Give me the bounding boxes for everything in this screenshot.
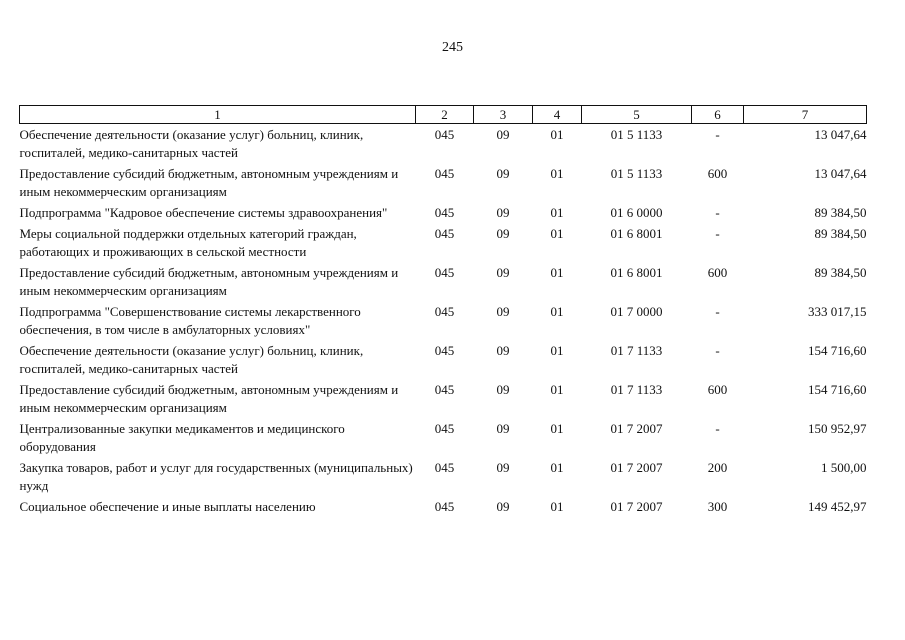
row-amount: 89 384,50 [814, 265, 867, 280]
table-row [20, 379, 867, 418]
row-name: Подпрограмма "Кадровое обеспечение системы здравоохранения" [19, 205, 388, 220]
table-body [20, 124, 867, 518]
header-row [20, 106, 867, 124]
row-target-article: 01 7 1133 [610, 343, 663, 358]
row-expense-type: 600 [707, 382, 728, 397]
row-target-article: 01 7 0000 [610, 304, 663, 319]
row-gr-code: 045 [434, 343, 455, 358]
table-row [20, 124, 867, 164]
row-expense-type: - [715, 304, 720, 319]
row-gr-code: 045 [434, 499, 455, 514]
row-amount: 13 047,64 [814, 127, 867, 142]
row-expense-type: 600 [707, 265, 728, 280]
row-gr-code: 045 [434, 127, 455, 142]
row-expense-type: 300 [707, 499, 728, 514]
row-subsection: 01 [550, 421, 564, 436]
row-subsection: 01 [550, 205, 564, 220]
row-section: 09 [496, 265, 510, 280]
row-target-article: 01 5 1133 [610, 166, 663, 181]
row-amount: 154 716,60 [808, 343, 867, 358]
header-cell: 6 [692, 106, 744, 124]
header-cell: 4 [533, 106, 582, 124]
row-subsection: 01 [550, 265, 564, 280]
row-subsection: 01 [550, 226, 564, 241]
row-section: 09 [496, 226, 510, 241]
table-row [20, 262, 867, 301]
row-target-article: 01 7 2007 [610, 460, 663, 475]
table-row [20, 223, 867, 262]
row-section: 09 [496, 421, 510, 436]
row-target-article: 01 6 8001 [610, 226, 663, 241]
row-expense-type: - [715, 226, 720, 241]
row-expense-type: - [715, 421, 720, 436]
row-subsection: 01 [550, 127, 564, 142]
header-cell: 2 [416, 106, 474, 124]
header-cell: 1 [20, 106, 416, 124]
row-expense-type: - [715, 343, 720, 358]
row-target-article: 01 6 8001 [610, 265, 663, 280]
row-gr-code: 045 [434, 226, 455, 241]
row-amount: 89 384,50 [814, 205, 867, 220]
row-name: Обеспечение деятельности (оказание услуг) больниц, клиник, госпиталей, медико-санитарных частей [19, 343, 364, 376]
row-target-article: 01 7 1133 [610, 382, 663, 397]
header-cell: 3 [474, 106, 533, 124]
page-number: 245 [442, 40, 463, 55]
budget-table [19, 105, 867, 517]
table-row [20, 418, 867, 457]
row-subsection: 01 [550, 460, 564, 475]
row-amount: 1 500,00 [821, 460, 867, 475]
row-gr-code: 045 [434, 421, 455, 436]
row-amount: 89 384,50 [814, 226, 867, 241]
row-expense-type: - [715, 127, 720, 142]
row-section: 09 [496, 343, 510, 358]
table-row [20, 457, 867, 496]
row-target-article: 01 7 2007 [610, 421, 663, 436]
row-amount: 150 952,97 [808, 421, 867, 436]
row-gr-code: 045 [434, 205, 455, 220]
row-subsection: 01 [550, 382, 564, 397]
row-gr-code: 045 [434, 265, 455, 280]
row-target-article: 01 7 2007 [610, 499, 663, 514]
row-name: Подпрограмма "Совершенствование системы лекарственного обеспечения, в том числе в амбулаторных условиях" [19, 304, 361, 337]
row-subsection: 01 [550, 166, 564, 181]
row-expense-type: - [715, 205, 720, 220]
table-row [20, 340, 867, 379]
row-name: Централизованные закупки медикаментов и медицинского оборудования [19, 421, 345, 454]
row-target-article: 01 6 0000 [610, 205, 663, 220]
row-name: Обеспечение деятельности (оказание услуг) больниц, клиник, госпиталей, медико-санитарных частей [19, 127, 364, 160]
row-target-article: 01 5 1133 [610, 127, 663, 142]
row-section: 09 [496, 127, 510, 142]
row-name: Предоставление субсидий бюджетным, автономным учреждениям и иным некоммерческим организациям [19, 382, 399, 415]
row-gr-code: 045 [434, 460, 455, 475]
row-name: Социальное обеспечение и иные выплаты населению [19, 499, 316, 514]
row-section: 09 [496, 166, 510, 181]
row-name: Предоставление субсидий бюджетным, автономным учреждениям и иным некоммерческим организациям [19, 265, 399, 298]
header-cell: 5 [582, 106, 692, 124]
row-section: 09 [496, 205, 510, 220]
row-expense-type: 200 [707, 460, 728, 475]
row-name: Предоставление субсидий бюджетным, автономным учреждениям и иным некоммерческим организациям [19, 166, 399, 199]
table-row [20, 301, 867, 340]
row-gr-code: 045 [434, 166, 455, 181]
row-name: Закупка товаров, работ и услуг для государственных (муниципальных) нужд [19, 460, 413, 493]
row-subsection: 01 [550, 499, 564, 514]
table-row [20, 496, 867, 517]
row-gr-code: 045 [434, 382, 455, 397]
row-amount: 154 716,60 [808, 382, 867, 397]
row-gr-code: 045 [434, 304, 455, 319]
row-name: Меры социальной поддержки отдельных категорий граждан, работающих и проживающих в сельской местности [19, 226, 357, 259]
row-expense-type: 600 [707, 166, 728, 181]
row-section: 09 [496, 382, 510, 397]
table-row [20, 163, 867, 202]
row-subsection: 01 [550, 343, 564, 358]
row-amount: 13 047,64 [814, 166, 867, 181]
row-section: 09 [496, 499, 510, 514]
row-section: 09 [496, 460, 510, 475]
row-amount: 149 452,97 [808, 499, 867, 514]
table-row [20, 202, 867, 223]
row-section: 09 [496, 304, 510, 319]
row-subsection: 01 [550, 304, 564, 319]
row-amount: 333 017,15 [808, 304, 867, 319]
header-cell: 7 [744, 106, 867, 124]
